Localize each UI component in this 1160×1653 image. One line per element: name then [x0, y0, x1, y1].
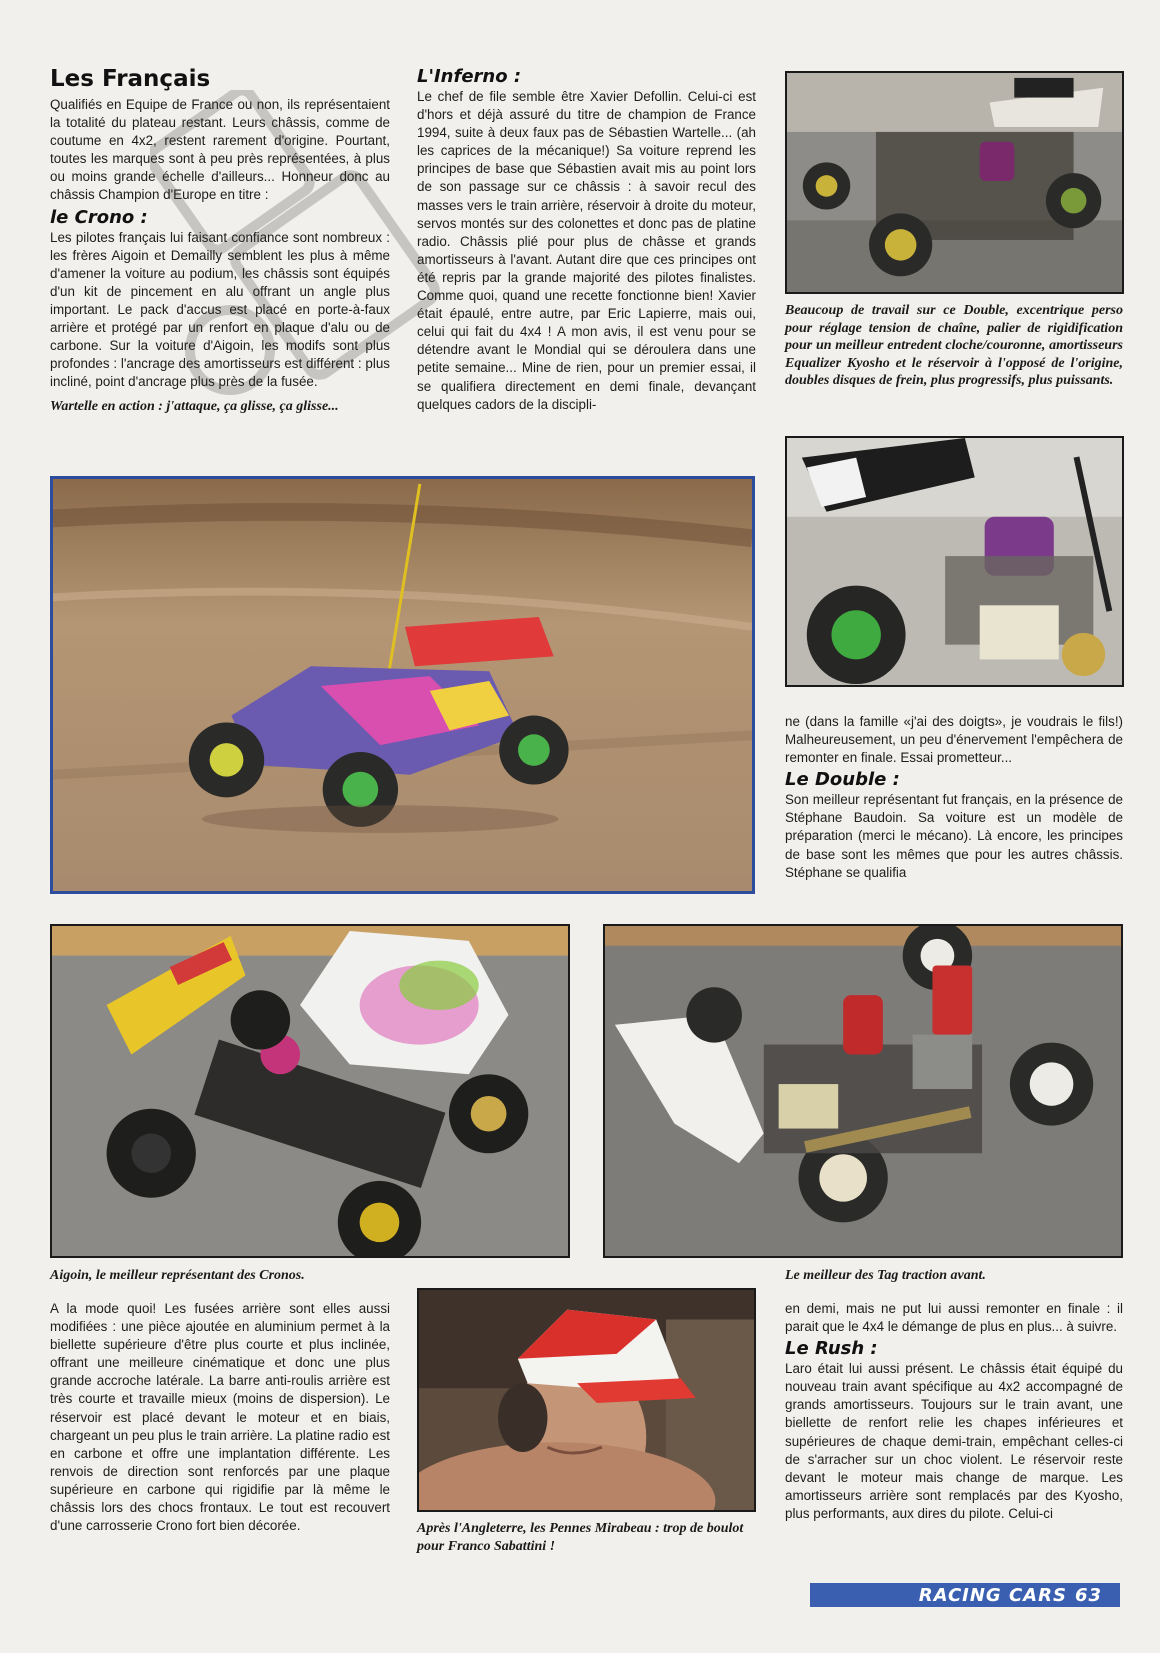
double-paragraph: Son meilleur représentant fut français, en la présence de Stéphane Baudoin. Sa voiture est un modèle de préparation (merci le mécano). Là encore, les principes de base sont les mêmes que pour les autres châssis. Stéphane se qualifia	[785, 792, 1123, 880]
caption-double: Beaucoup de travail sur ce Double, excentrique perso pour réglage tension de chaîne, palier de rigidification pour un meilleur entredent cloche/couronne, amortisseurs Equalizer Kyosho et le réservoir à l'opposé de l'origine, doubles disques de frein, plus progressifs, plus puissants.	[785, 303, 1123, 388]
intro-column	[50, 66, 390, 416]
mode-column	[50, 1300, 390, 1535]
photo-franco-sabattini	[417, 1288, 756, 1512]
caption-aigoin: Aigoin, le meilleur représentant des Cronos.	[50, 1268, 305, 1283]
photo-wartelle-action	[50, 476, 755, 894]
page-number: 63	[1074, 1584, 1102, 1606]
continuation-paragraph: ne (dans la famille «j'ai des doigts», je voudrais le fils!) Malheureusement, un peu d'énervement l'empêchera de remonter en finale. Essai prometteur...	[785, 714, 1123, 766]
caption-aigoin-block	[50, 1267, 570, 1285]
intro-paragraph: Qualifiés en Equipe de France ou non, ils représentaient la totalité du plateau restant. Leurs châssis, comme de coutume en 4x2, restent rarement d'origine. Pourtant, toutes les marques sont à peu près représentées, à plus ou moins grande échelle d'ailleurs... Honneur donc au châssis Champion d'Europe en titre :	[50, 97, 390, 203]
crono-paragraph: Les pilotes français lui faisant confiance sont nombreux : les frères Aigoin et Demailly semblent les plus à même d'amener la voiture au podium, les châssis sont équipés d'un kit de pincement en alu offrant un angle plus important. Le pack d'accus est placé en porte-à-faux arrière et protégé par un renfort en plaque d'alu ou de carbone. Sur la voiture d'Aigoin, les modifs sont plus profondes : l'ancrage des amortisseurs est différent : plus incliné, point d'ancrage plus près de la fusée.	[50, 229, 390, 390]
inferno-paragraph: Le chef de file semble être Xavier Defollin. Celui-ci est d'hors et déjà assuré du titre de champion de France 1994, suite à deux faux pas de Sébastien Wartelle... (ah les caprices de la mécanique!) Sa voiture reprend les principes de base que Sébastien avait mis au point lors de son passage sur ce châssis : à savoir recul des masses vers le train arrière, réservoir à droite du moteur, servos montés sur des colonettes et donc pas de platine radio. Châssis plié pour plus de châsse et grands amortisseurs à l'avant. Autant dire que ces principes ont été repris par la grande majorité des pilotes finalistes. Comme quoi, quand une recette fonctionne bien! Xavier était épaulé, entre autre, par Eric Lapierre, mais oui, celui qui fait du 4x4 ! A mon avis, il est venu pour se détendre avant le Mondial qui se déroulera dans une petite semaine... Mine de rien, pour un premier essai, il se qualifiera directement en demi finale, devançant quelques cadors de la discipli-	[417, 89, 756, 412]
demi-paragraph: en demi, mais ne put lui aussi remonter en finale : il parait que le 4x4 le démange de plus en plus... à suivre.	[785, 1301, 1123, 1335]
subheading-rush: Le Rush :	[785, 1338, 878, 1360]
photo-double-engine	[785, 436, 1124, 687]
footer-brand: RACING CARS	[918, 1584, 1067, 1606]
double-column	[785, 713, 1123, 882]
footer-bar	[810, 1583, 1120, 1607]
photo-double-chassis	[785, 71, 1124, 294]
caption-wartelle: Wartelle en action : j'attaque, ça glisse, ça glisse...	[50, 399, 339, 415]
mode-paragraph: A la mode quoi! Les fusées arrière sont elles aussi modifiées : une pièce ajoutée en aluminium permet à la biellette supérieure d'être plus courte et plus inclinée, offrant une meilleure cinématique et donc une plus grande accroche latérale. La barre anti-roulis arrière est très courte et travaille mieux (moins de dispersion). Le réservoir est placé devant le moteur et en biais, chargeant un peu plus le train arrière. La platine radio est en carbone et offre une implantation différente. Les renvois de direction sont renforcés par une plaque supérieure en carbone qui rigidifie par là même le châssis lors des chocs frontaux. Le tout est recouvert d'une carrosserie Crono fort bien décorée.	[50, 1301, 390, 1534]
photo-aigoin-crono	[50, 924, 570, 1258]
subheading-inferno: L'Inferno :	[417, 66, 522, 87]
rush-column	[785, 1300, 1123, 1523]
photo-tag-traction	[603, 924, 1123, 1258]
caption-double-block	[785, 302, 1123, 390]
subheading-crono: le Crono :	[50, 206, 148, 228]
rush-paragraph: Laro était lui aussi présent. Le châssis était équipé du nouveau train avant spécifique au 4x2 accompagné de grands amortisseurs. Toujours sur le train avant, une biellette de renfort relie les chapes inférieures et supérieures de chaque demi-train, empêchant celles-ci de s'arracher sur un choc violent. Le réservoir reste devant le moteur mais change de marque. Les amortisseurs arrière sont remplacés par des Kyosho, plus performants, aux dires du pilote. Celui-ci	[785, 1361, 1123, 1521]
caption-sabattini: Après l'Angleterre, les Pennes Mirabeau : trop de boulot pour Franco Sabattini !	[417, 1521, 744, 1554]
caption-sabattini-block	[417, 1520, 756, 1555]
caption-tag-block	[785, 1267, 1123, 1285]
caption-tag: Le meilleur des Tag traction avant.	[785, 1268, 986, 1283]
subheading-double: Le Double :	[785, 769, 900, 791]
inferno-column	[417, 66, 756, 414]
section-heading: Les Français	[50, 66, 211, 92]
